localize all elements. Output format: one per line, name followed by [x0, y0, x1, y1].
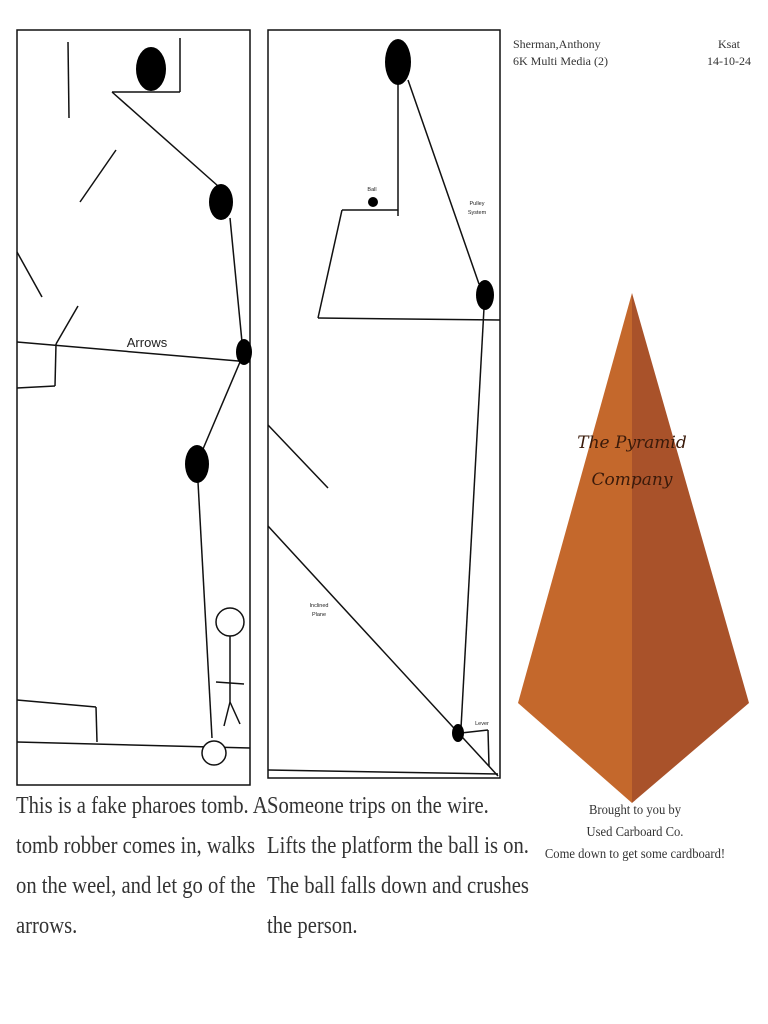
- caption-line: on the weel, and let go of the: [16, 873, 256, 899]
- ball: [385, 39, 411, 85]
- ball-label: Ball: [367, 187, 377, 193]
- ball: [209, 184, 233, 220]
- ball: [236, 339, 252, 365]
- inclined-plane: [268, 526, 498, 776]
- caption-line: The ball falls down and crushes: [267, 873, 529, 899]
- credits-line: Used Carboard Co.: [586, 825, 684, 840]
- arrows-label: Arrows: [126, 335, 168, 350]
- student-name: Sherman,Anthony: [513, 37, 601, 51]
- robber-head: [216, 608, 244, 636]
- lever-label: Lever: [475, 721, 489, 727]
- pyramid-logo: [518, 293, 749, 803]
- pyramid-right-face: [632, 293, 749, 803]
- ball: [368, 197, 378, 207]
- caption-line: Someone trips on the wire.: [267, 793, 489, 819]
- ball: [452, 724, 464, 742]
- panel-1-caption: [16, 786, 268, 946]
- ball: [185, 445, 209, 483]
- course-name: 6K Multi Media (2): [513, 54, 608, 68]
- pulley-label-1: Pulley: [469, 201, 485, 207]
- caption-line: arrows.: [16, 913, 78, 939]
- logo-text-line-2: Company: [591, 470, 673, 490]
- caption-line: This is a fake pharoes tomb. A: [16, 793, 268, 819]
- panel-1-frame: [17, 30, 250, 785]
- assignment-date: 14-10-24: [707, 54, 751, 68]
- panel-2-trap: [268, 30, 500, 778]
- pyramid-left-face: [518, 293, 632, 803]
- incline-label-1: Inclined: [309, 603, 329, 609]
- logo-text-line-1: The Pyramid: [577, 433, 687, 453]
- credits: [532, 800, 739, 866]
- panel-2-caption: [267, 786, 529, 946]
- caption-line: tomb robber comes in, walks: [16, 833, 256, 859]
- credits-line: Come down to get some cardboard!: [544, 847, 726, 862]
- credits-line: Brought to you by: [588, 803, 682, 818]
- student-info: [513, 36, 608, 70]
- wheel: [202, 741, 226, 765]
- caption-line: the person.: [267, 913, 358, 939]
- panel-1-tomb: [17, 30, 250, 785]
- assignment-code: Ksat: [718, 37, 740, 51]
- pulley-label-2: System: [467, 210, 487, 216]
- panel-2-frame: [268, 30, 500, 778]
- ball: [136, 47, 166, 91]
- assignment-info: [700, 36, 758, 70]
- ball: [476, 280, 494, 310]
- wall-line: [68, 42, 69, 118]
- incline-label-2: Plane: [311, 612, 327, 618]
- caption-line: Lifts the platform the ball is on.: [267, 833, 529, 859]
